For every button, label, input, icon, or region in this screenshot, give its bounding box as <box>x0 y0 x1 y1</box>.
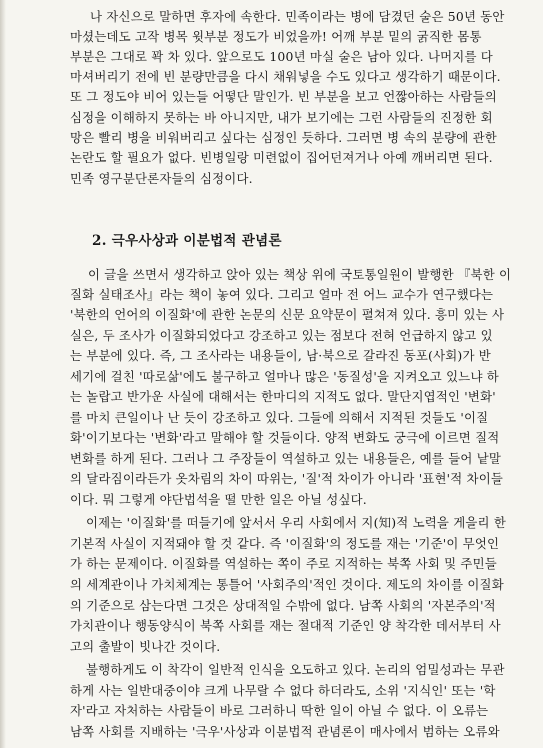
text-line: 의 세계관이나 가치체계는 통틀어 '사회주의'적인 것이다. 제도의 차이를 이질화 <box>70 577 504 592</box>
text-line: 하게 사는 일반대중이야 크게 나무랄 수 없다 하더라도, 소위 '지식인' 또는 '학 <box>70 683 496 698</box>
text-line: 고의 출발이 빗나간 것이다. <box>70 639 221 654</box>
text-line: 마셔버리기 전에 빈 분량만큼을 다시 채워넣을 수도 있다고 생각하기 때문이다. <box>70 69 501 84</box>
text-line: 마셨는데도 고작 병목 윗부분 정도가 비었을까! 어깨 부분 밑의 굵직한 몸통 <box>70 29 482 44</box>
text-line: 가 하는 문제이다. 이질화를 역설하는 쪽이 주로 지적하는 북쪽 사회 및 주민들 <box>70 556 497 571</box>
text-line: 를 마치 큰일이나 난 듯이 강조하고 있다. 그들에 의해서 지적된 것들도 '이질 <box>70 410 489 425</box>
text-line: 불행하게도 이 착각이 일반적 인식을 오도하고 있다. 논리의 엄밀성과는 무관 <box>86 662 505 677</box>
text-line: 변화를 하게 된다. 그러나 그 주장들이 역설하고 있는 내용들은, 예를 들어 낱말 <box>70 451 502 466</box>
text-line: 논란도 할 필요가 없다. 빈병일랑 미련없이 집어던져거나 아예 깨버리면 된다. <box>70 150 493 165</box>
text-line: 이 글을 쓰면서 생각하고 앉아 있는 책상 위에 국토통일원이 발행한 『북한 이 <box>88 267 512 282</box>
text-line: 화'이기보다는 '변화'라고 말해야 할 것들이다. 양적 변화도 궁극에 이르면 질적 <box>70 430 500 445</box>
text-line: 실은, 두 조사가 이질화되었다고 강조하고 있는 점보다 전혀 언급하지 않고 있 <box>70 328 493 343</box>
text-line: 질화 실태조사』라는 책이 놓여 있다. 그리고 얼마 전 어느 교수가 연구했다는 <box>70 287 494 302</box>
text-line: 민족 영구분단론자들의 심정이다. <box>70 171 253 186</box>
text-line: 나 자신으로 말하면 후자에 속한다. 민족이라는 병에 담겼던 술은 50년 동안 <box>90 9 505 24</box>
text-line: 부분은 그대로 꽉 차 있다. 앞으로도 100년 마실 술은 남아 있다. 나머지를 다 <box>70 49 493 64</box>
text-line: 의 기준으로 삼는다면 그것은 상대적일 수밖에 없다. 남쪽 사회의 '자본주의'적 <box>70 598 496 613</box>
text-line: 망은 빨리 병을 비워버리고 싶다는 심정인 듯하다. 그러면 병 속의 분량에 관한 <box>70 130 497 145</box>
text-line: 이제는 '이질화'를 떠들기에 앞서서 우리 사회에서 지(知)적 노력을 게을리 한 <box>86 515 507 530</box>
text-line: 는 놀랍고 반가운 사실에 대해서는 한마디의 지적도 없다. 말단지엽적인 '변화' <box>70 389 496 404</box>
text-line: 기본적 사실이 지적돼야 할 것 같다. 즉 '이질화'의 정도를 재는 '기준'이 무엇인 <box>70 536 500 551</box>
text-line: 가치관이나 행동양식이 북쪽 사회를 재는 절대적 기준인 양 착각한 데서부터 사 <box>70 618 501 633</box>
text-line: 세기에 걸친 '따로삶'에도 불구하고 얼마나 많은 '동질성'을 지켜오고 있느냐 하 <box>70 369 499 384</box>
text-line: 심정을 이해하지 못하는 바 아니지만, 내가 보기에는 그런 사람들의 진정한 회 <box>70 110 493 125</box>
text-line: 자'라고 자처하는 사람들이 바로 그러하니 딱한 일이 아닐 수 없다. 이 오류는 <box>70 703 489 718</box>
section-heading: 2. 극우사상과 이분법적 관념론 <box>92 233 282 249</box>
text-line: '북한의 언어의 이질화'에 관한 논문의 신문 요약문이 펼쳐져 있다. 흥미 있는 사 <box>70 307 505 322</box>
text-line: 남쪽 사회를 지배하는 '극우'사상과 이분법적 관념론이 매사에서 범하는 오류와 <box>70 724 500 739</box>
text-line: 이다. 뭐 그렇게 야단법석을 떨 만한 일은 아닐 성싶다. <box>70 492 367 507</box>
text-line: 의 달라짐이라든가 옷차림의 차이 따위는, '질'적 차이가 아니라 '표현'적 차이들 <box>70 471 504 486</box>
text-line: 또 그 정도야 비어 있는들 어떻단 말인가. 빈 부분을 보고 언짢아하는 사람들의 <box>70 89 497 104</box>
text-line: 는 부분에 있다. 즉, 그 조사라는 내용들이, 남·북으로 갈라진 동포(사회)가 반 <box>70 348 491 363</box>
